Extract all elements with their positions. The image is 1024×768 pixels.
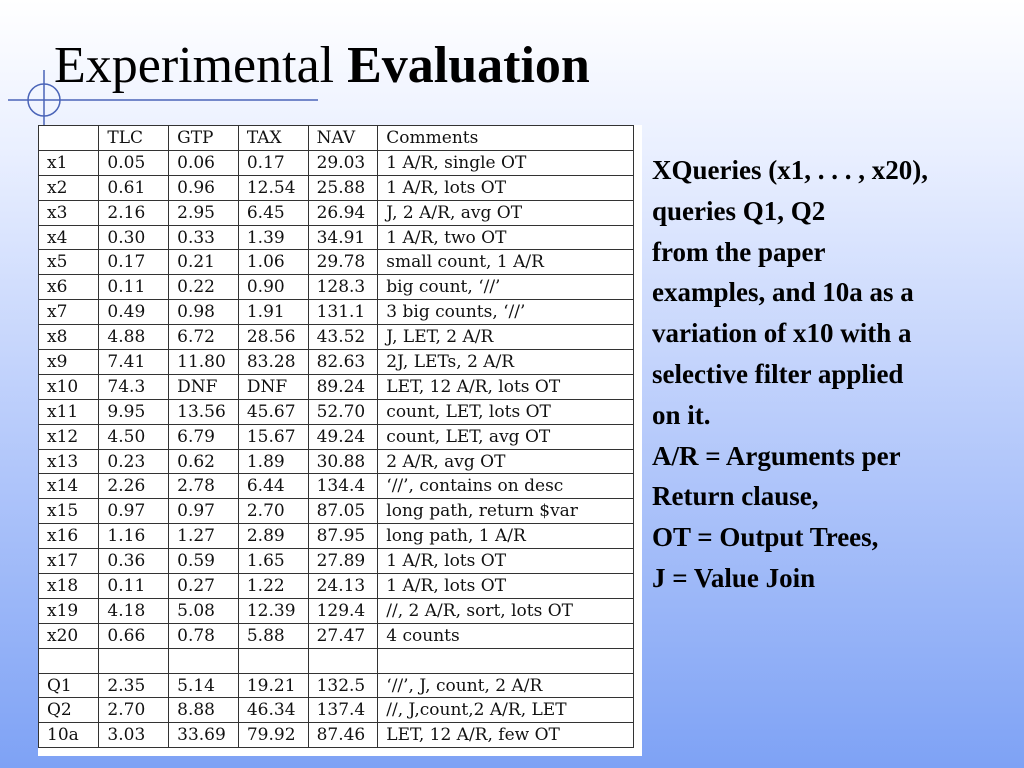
value-cell: 13.56 (169, 399, 239, 424)
value-cell: 0.23 (99, 449, 169, 474)
value-cell: 87.95 (308, 524, 378, 549)
table-row (39, 300, 634, 325)
description-line: Return clause, (652, 481, 819, 512)
table-row (39, 150, 634, 175)
value-cell: 1.16 (99, 524, 169, 549)
value-cell: 2.89 (238, 524, 308, 549)
value-cell: 2.95 (169, 200, 239, 225)
value-cell: 6.72 (169, 325, 239, 350)
table-row (39, 225, 634, 250)
value-cell: 0.61 (99, 175, 169, 200)
table-row (39, 275, 634, 300)
value-cell: 34.91 (308, 225, 378, 250)
description-line: selective filter applied (652, 358, 904, 389)
value-cell (169, 648, 239, 673)
value-cell: 0.66 (99, 623, 169, 648)
header-cell: Comments (378, 126, 634, 151)
description-line: A/R = Arguments per (652, 440, 901, 471)
value-cell: 5.14 (169, 673, 239, 698)
comment-cell: //, 2 A/R, sort, lots OT (378, 598, 634, 623)
comment-cell: 4 counts (378, 623, 634, 648)
row-label-cell: x13 (39, 449, 99, 474)
row-label-cell: x8 (39, 325, 99, 350)
title-regular: Experimental (54, 37, 335, 94)
row-label-cell: x5 (39, 250, 99, 275)
value-cell: 0.97 (169, 499, 239, 524)
value-cell: 132.5 (308, 673, 378, 698)
value-cell: 12.54 (238, 175, 308, 200)
side-description (652, 150, 1018, 599)
value-cell: 0.05 (99, 150, 169, 175)
row-label-cell: x10 (39, 374, 99, 399)
value-cell: 0.27 (169, 574, 239, 599)
value-cell: 82.63 (308, 350, 378, 375)
comment-cell: 1 A/R, lots OT (378, 574, 634, 599)
description-line: examples, and 10a as a (652, 277, 914, 308)
results-table (38, 125, 634, 748)
value-cell: 0.33 (169, 225, 239, 250)
comment-cell: J, 2 A/R, avg OT (378, 200, 634, 225)
header-cell: NAV (308, 126, 378, 151)
value-cell: 79.92 (238, 723, 308, 748)
value-cell: 137.4 (308, 698, 378, 723)
value-cell: 87.46 (308, 723, 378, 748)
comment-cell: //, J,count,2 A/R, LET (378, 698, 634, 723)
comment-cell: 3 big counts, ‘//’ (378, 300, 634, 325)
header-cell (39, 126, 99, 151)
table-row (39, 474, 634, 499)
comment-cell: ‘//’, J, count, 2 A/R (378, 673, 634, 698)
value-cell: 89.24 (308, 374, 378, 399)
row-label-cell: x7 (39, 300, 99, 325)
table-row (39, 449, 634, 474)
value-cell: 26.94 (308, 200, 378, 225)
results-table-container (38, 125, 642, 756)
comment-cell: 1 A/R, lots OT (378, 549, 634, 574)
value-cell: 0.98 (169, 300, 239, 325)
description-line: OT = Output Trees, (652, 522, 879, 553)
value-cell (99, 648, 169, 673)
value-cell: 52.70 (308, 399, 378, 424)
value-cell: 2.16 (99, 200, 169, 225)
comment-cell: long path, 1 A/R (378, 524, 634, 549)
value-cell: 74.3 (99, 374, 169, 399)
description-line: queries Q1, Q2 (652, 195, 826, 226)
row-label-cell: x19 (39, 598, 99, 623)
value-cell: 83.28 (238, 350, 308, 375)
comment-cell: long path, return $var (378, 499, 634, 524)
table-row (39, 250, 634, 275)
table-row (39, 350, 634, 375)
row-label-cell: x16 (39, 524, 99, 549)
row-label-cell: x4 (39, 225, 99, 250)
value-cell: 27.89 (308, 549, 378, 574)
value-cell: 24.13 (308, 574, 378, 599)
table-row (39, 424, 634, 449)
value-cell: 0.96 (169, 175, 239, 200)
value-cell: 0.30 (99, 225, 169, 250)
row-label-cell: 10a (39, 723, 99, 748)
value-cell: DNF (169, 374, 239, 399)
value-cell: 49.24 (308, 424, 378, 449)
comment-cell: J, LET, 2 A/R (378, 325, 634, 350)
comment-cell (378, 648, 634, 673)
table-row (39, 574, 634, 599)
value-cell: 2.78 (169, 474, 239, 499)
value-cell: 29.78 (308, 250, 378, 275)
comment-cell: 1 A/R, single OT (378, 150, 634, 175)
value-cell: 25.88 (308, 175, 378, 200)
comment-cell: big count, ‘//’ (378, 275, 634, 300)
table-row (39, 698, 634, 723)
value-cell: 0.11 (99, 275, 169, 300)
value-cell: 2.26 (99, 474, 169, 499)
row-label-cell (39, 648, 99, 673)
value-cell: 3.03 (99, 723, 169, 748)
comment-cell: LET, 12 A/R, lots OT (378, 374, 634, 399)
header-cell: GTP (169, 126, 239, 151)
value-cell: DNF (238, 374, 308, 399)
table-row (39, 623, 634, 648)
value-cell: 129.4 (308, 598, 378, 623)
value-cell: 1.91 (238, 300, 308, 325)
row-label-cell: Q1 (39, 673, 99, 698)
value-cell: 0.22 (169, 275, 239, 300)
value-cell: 2.35 (99, 673, 169, 698)
value-cell: 1.65 (238, 549, 308, 574)
table-row (39, 399, 634, 424)
value-cell: 87.05 (308, 499, 378, 524)
value-cell: 131.1 (308, 300, 378, 325)
value-cell: 2.70 (99, 698, 169, 723)
table-row (39, 723, 634, 748)
table-row (39, 374, 634, 399)
table-header-row (39, 126, 634, 151)
value-cell: 6.79 (169, 424, 239, 449)
value-cell: 0.62 (169, 449, 239, 474)
description-line: variation of x10 with a (652, 318, 912, 349)
table-row (39, 524, 634, 549)
value-cell: 1.06 (238, 250, 308, 275)
description-line: XQueries (x1, . . . , x20), (652, 155, 928, 185)
value-cell: 28.56 (238, 325, 308, 350)
value-cell: 4.18 (99, 598, 169, 623)
description-line: on it. (652, 399, 711, 430)
value-cell: 134.4 (308, 474, 378, 499)
comment-cell: ‘//’, contains on desc (378, 474, 634, 499)
value-cell: 0.11 (99, 574, 169, 599)
comment-cell: LET, 12 A/R, few OT (378, 723, 634, 748)
comment-cell: 1 A/R, lots OT (378, 175, 634, 200)
value-cell: 6.45 (238, 200, 308, 225)
value-cell: 4.50 (99, 424, 169, 449)
comment-cell: count, LET, lots OT (378, 399, 634, 424)
row-label-cell: x2 (39, 175, 99, 200)
table-row (39, 200, 634, 225)
description-line: J = Value Join (652, 562, 816, 593)
value-cell: 30.88 (308, 449, 378, 474)
value-cell: 8.88 (169, 698, 239, 723)
row-label-cell: x15 (39, 499, 99, 524)
value-cell: 43.52 (308, 325, 378, 350)
value-cell: 1.89 (238, 449, 308, 474)
comment-cell: 1 A/R, two OT (378, 225, 634, 250)
table-body (39, 150, 634, 747)
value-cell: 46.34 (238, 698, 308, 723)
value-cell: 5.88 (238, 623, 308, 648)
value-cell: 12.39 (238, 598, 308, 623)
value-cell: 0.49 (99, 300, 169, 325)
value-cell: 0.59 (169, 549, 239, 574)
row-label-cell: x14 (39, 474, 99, 499)
row-label-cell: x12 (39, 424, 99, 449)
row-label-cell: x11 (39, 399, 99, 424)
crosshair-decoration-icon (8, 66, 318, 126)
table-row (39, 648, 634, 673)
value-cell: 45.67 (238, 399, 308, 424)
row-label-cell: x20 (39, 623, 99, 648)
value-cell: 2.70 (238, 499, 308, 524)
value-cell: 4.88 (99, 325, 169, 350)
value-cell: 128.3 (308, 275, 378, 300)
value-cell: 0.06 (169, 150, 239, 175)
comment-cell: 2 A/R, avg OT (378, 449, 634, 474)
value-cell: 1.27 (169, 524, 239, 549)
row-label-cell: Q2 (39, 698, 99, 723)
table-row (39, 175, 634, 200)
row-label-cell: x17 (39, 549, 99, 574)
value-cell: 19.21 (238, 673, 308, 698)
value-cell: 1.22 (238, 574, 308, 599)
header-cell: TAX (238, 126, 308, 151)
value-cell (308, 648, 378, 673)
row-label-cell: x3 (39, 200, 99, 225)
value-cell: 5.08 (169, 598, 239, 623)
table-row (39, 499, 634, 524)
table-row (39, 673, 634, 698)
row-label-cell: x6 (39, 275, 99, 300)
value-cell: 1.39 (238, 225, 308, 250)
value-cell: 0.21 (169, 250, 239, 275)
value-cell: 0.36 (99, 549, 169, 574)
value-cell: 29.03 (308, 150, 378, 175)
comment-cell: count, LET, avg OT (378, 424, 634, 449)
value-cell (238, 648, 308, 673)
value-cell: 0.17 (238, 150, 308, 175)
table-row (39, 325, 634, 350)
value-cell: 6.44 (238, 474, 308, 499)
value-cell: 9.95 (99, 399, 169, 424)
row-label-cell: x18 (39, 574, 99, 599)
header-cell: TLC (99, 126, 169, 151)
table-row (39, 598, 634, 623)
row-label-cell: x9 (39, 350, 99, 375)
description-line: from the paper (652, 236, 826, 267)
value-cell: 0.17 (99, 250, 169, 275)
value-cell: 27.47 (308, 623, 378, 648)
row-label-cell: x1 (39, 150, 99, 175)
table-row (39, 549, 634, 574)
title-bold: Evaluation (347, 37, 590, 94)
value-cell: 33.69 (169, 723, 239, 748)
value-cell: 15.67 (238, 424, 308, 449)
comment-cell: 2J, LETs, 2 A/R (378, 350, 634, 375)
value-cell: 0.90 (238, 275, 308, 300)
value-cell: 7.41 (99, 350, 169, 375)
value-cell: 0.97 (99, 499, 169, 524)
comment-cell: small count, 1 A/R (378, 250, 634, 275)
value-cell: 0.78 (169, 623, 239, 648)
value-cell: 11.80 (169, 350, 239, 375)
